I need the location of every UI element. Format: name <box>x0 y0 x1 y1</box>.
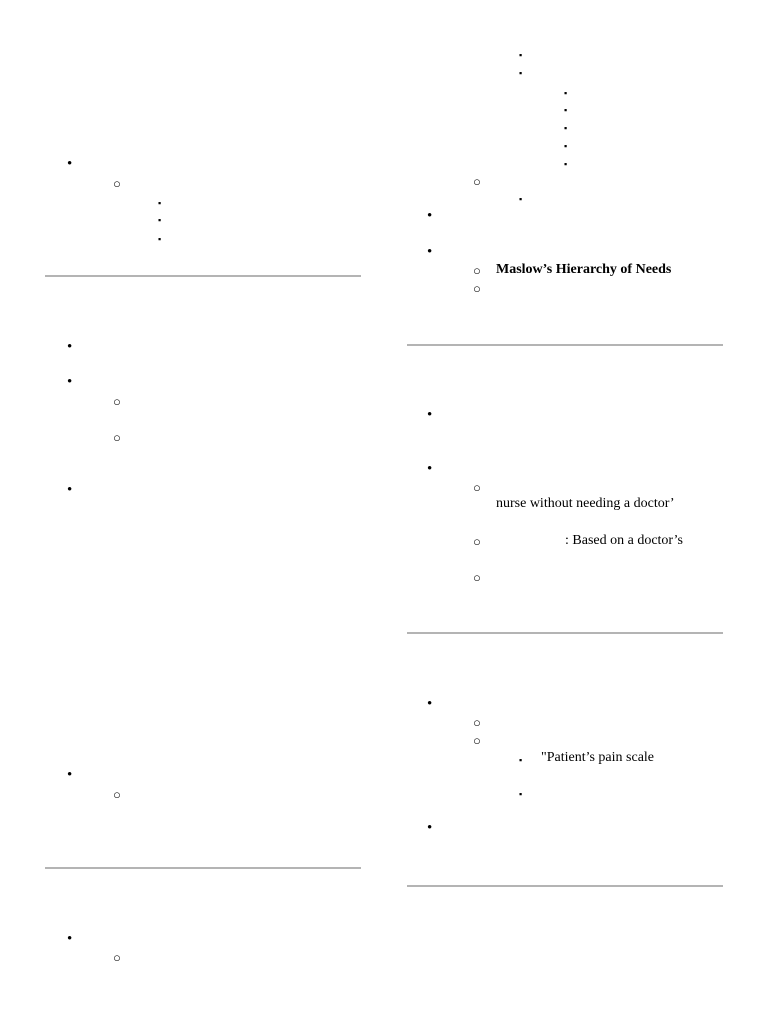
circle-marker: ○ <box>473 281 481 296</box>
bullet-marker: • <box>67 156 73 172</box>
square-marker: ▪ <box>519 755 523 765</box>
doctor-text: : Based on a doctor’s <box>565 533 683 548</box>
square-marker: ▪ <box>564 105 568 115</box>
square-marker: ▪ <box>564 123 568 133</box>
circle-marker: ○ <box>113 176 121 191</box>
square-marker: ▪ <box>158 215 162 225</box>
bullet-marker: • <box>67 931 73 947</box>
square-marker: ▪ <box>564 159 568 169</box>
pain-scale-text: "Patient’s pain scale <box>541 750 655 765</box>
circle-marker: ○ <box>113 394 121 409</box>
square-marker: ▪ <box>519 68 523 78</box>
bullet-marker: • <box>67 374 73 390</box>
maslow-heading: Maslow’s Hierarchy of Needs <box>496 262 672 277</box>
square-marker: ▪ <box>519 50 523 60</box>
section-divider <box>45 275 361 277</box>
circle-marker: ○ <box>473 174 481 189</box>
section-divider <box>407 632 723 634</box>
bullet-marker: • <box>427 208 433 224</box>
circle-marker: ○ <box>473 480 481 495</box>
square-marker: ▪ <box>564 141 568 151</box>
circle-marker: ○ <box>113 950 121 965</box>
bullet-marker: • <box>427 820 433 836</box>
bullet-marker: • <box>67 482 73 498</box>
circle-marker: ○ <box>473 715 481 730</box>
square-marker: ▪ <box>519 789 523 799</box>
bullet-marker: • <box>427 461 433 477</box>
bullet-marker: • <box>427 407 433 423</box>
circle-marker: ○ <box>473 733 481 748</box>
bullet-marker: • <box>427 696 433 712</box>
bullet-marker: • <box>67 339 73 355</box>
square-marker: ▪ <box>519 194 523 204</box>
circle-marker: ○ <box>473 534 481 549</box>
right-column <box>384 0 768 1024</box>
bullet-marker: • <box>427 244 433 260</box>
circle-marker: ○ <box>473 570 481 585</box>
section-divider <box>407 885 723 887</box>
square-marker: ▪ <box>158 234 162 244</box>
circle-marker: ○ <box>113 430 121 445</box>
circle-marker: ○ <box>473 263 481 278</box>
circle-marker: ○ <box>113 787 121 802</box>
nurse-text: nurse without needing a doctor’ <box>496 496 675 511</box>
section-divider <box>407 344 723 346</box>
square-marker: ▪ <box>158 198 162 208</box>
square-marker: ▪ <box>564 88 568 98</box>
bullet-marker: • <box>67 767 73 783</box>
section-divider <box>45 867 361 869</box>
